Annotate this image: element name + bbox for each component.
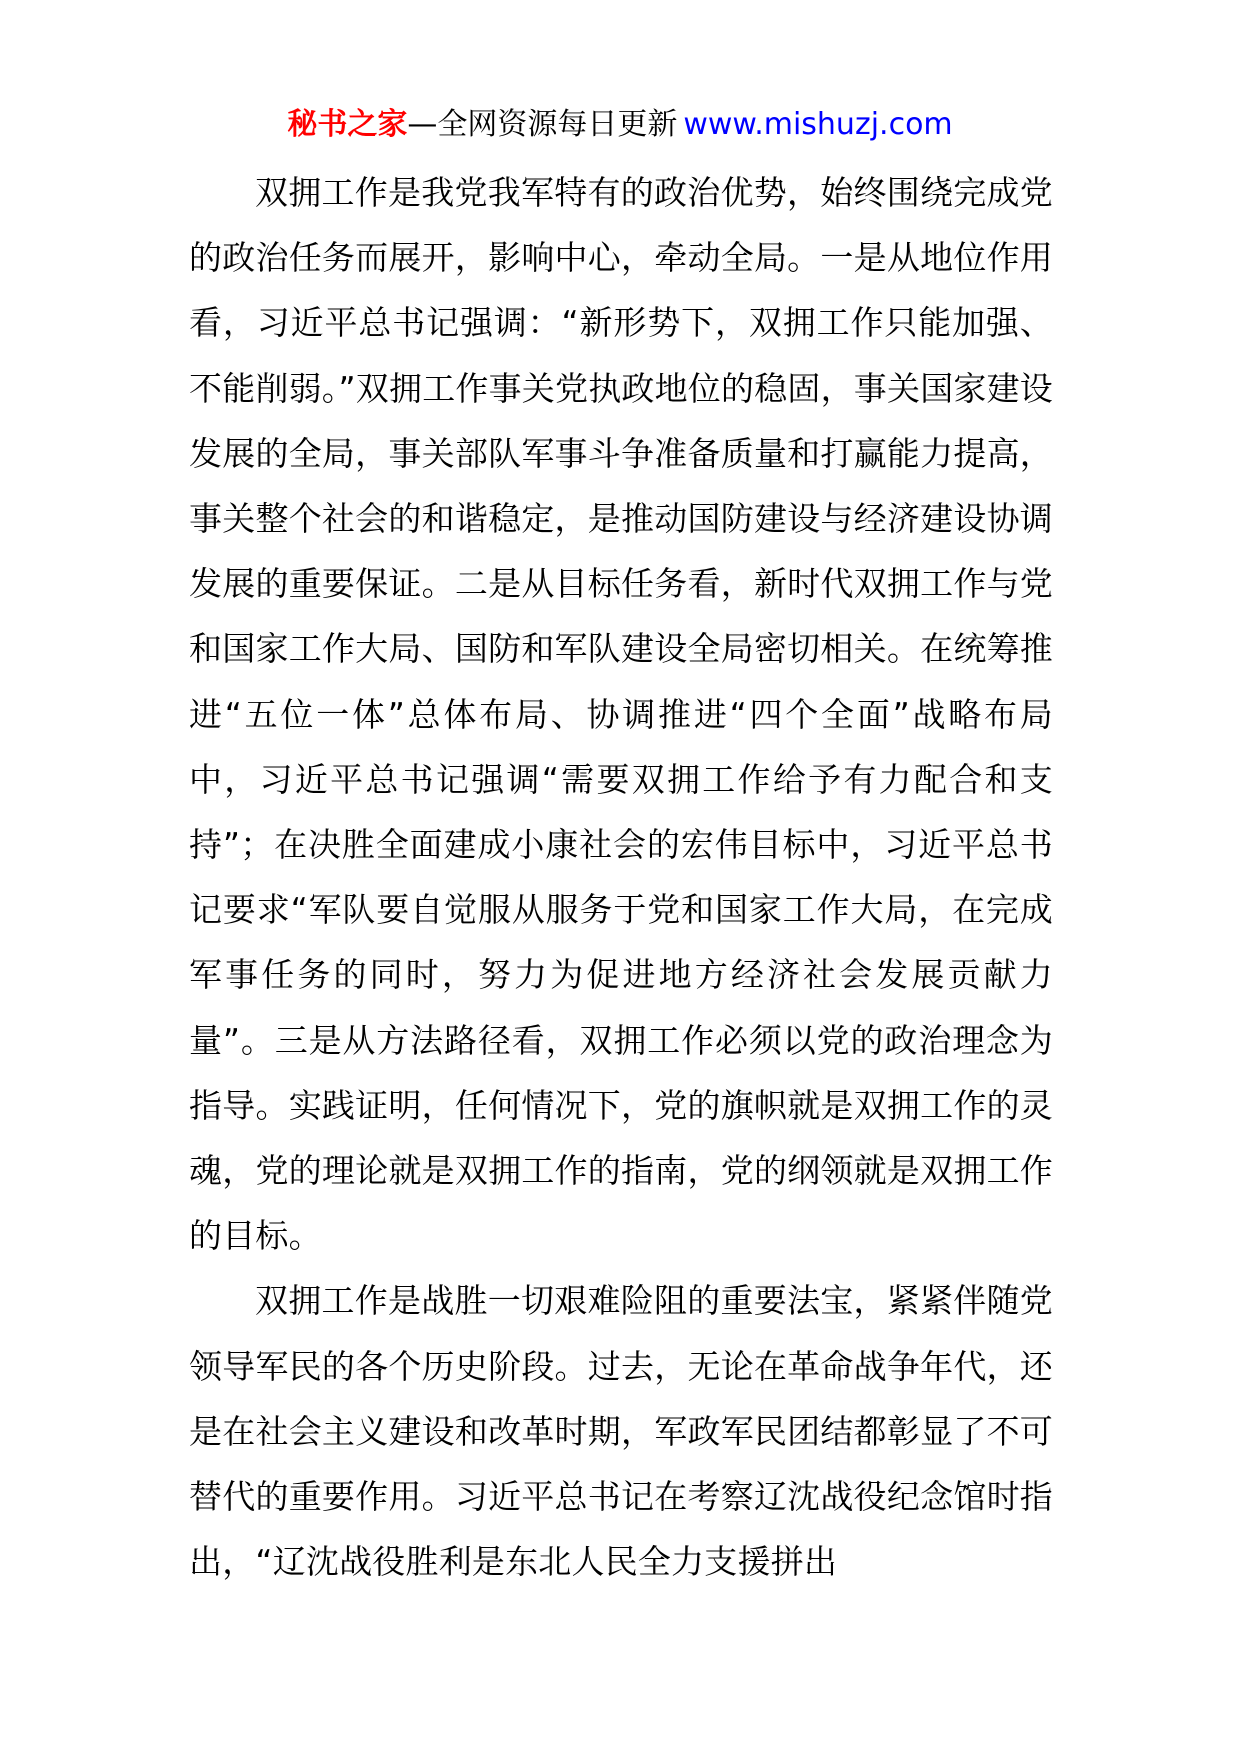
header-tagline: —全网资源每日更新	[407, 107, 678, 142]
brand-name: 秘书之家	[287, 107, 408, 142]
document-body	[189, 160, 1053, 1594]
page-header	[0, 103, 1240, 147]
body-paragraph-2: 双拥工作是战胜一切艰难险阻的重要法宝，紧紧伴随党领导军民的各个历史阶段。过去，无论在革命战争年代，还是在社会主义建设和改革时期，军政军民团结都彰显了不可替代的重要作用。习近平总书记在考察辽沈战役纪念馆时指出，“辽沈战役胜利是东北人民全力支援拼出	[189, 1281, 1053, 1582]
body-paragraph-1: 双拥工作是我党我军特有的政治优势，始终围绕完成党的政治任务而展开，影响中心，牵动全局。一是从地位作用看，习近平总书记强调：“新形势下，双拥工作只能加强、不能削弱。”双拥工作事关党执政地位的稳固，事关国家建设发展的全局，事关部队军事斗争准备质量和打赢能力提高，事关整个社会的和谐稳定，是推动国防建设与经济建设协调发展的重要保证。二是从目标任务看，新时代双拥工作与党和国家工作大局、国防和军队建设全局密切相关。在统筹推进“五位一体”总体布局、协调推进“四个全面”战略布局中，习近平总书记强调“需要双拥工作给予有力配合和支持”；在决胜全面建成小康社会的宏伟目标中，习近平总书记要求“军队要自觉服从服务于党和国家工作大局，在完成军事任务的同时，努力为促进地方经济社会发展贡献力量”。三是从方法路径看，双拥工作必须以党的政治理念为指导。实践证明，任何情况下，党的旗帜就是双拥工作的灵魂，党的理论就是双拥工作的指南，党的纲领就是双拥工作的目标。	[189, 173, 1053, 1256]
website-url[interactable]: www.mishuzj.com	[683, 107, 953, 142]
